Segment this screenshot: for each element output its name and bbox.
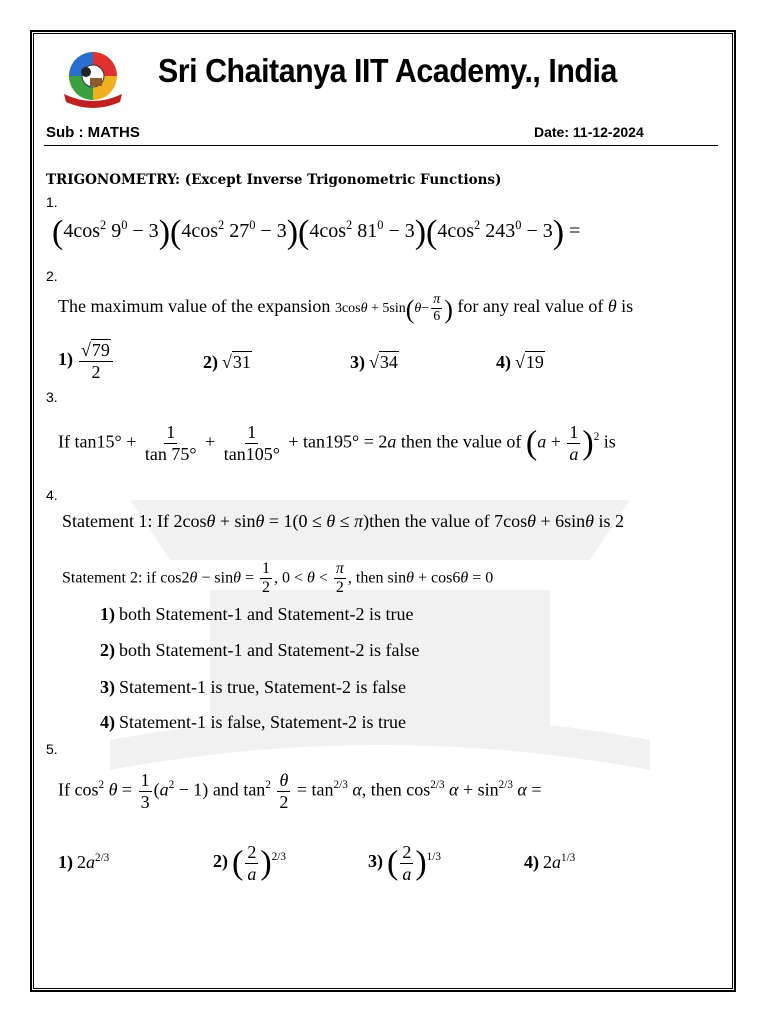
question-number-2: 2. [46,268,58,284]
q2-option-1: 1) $\frac{√79}{2}$ [58,340,115,382]
section-title: TRIGONOMETRY: (Except Inverse Trigonometric Functions) [46,172,502,188]
question-2-text: The maximum value of the expansion 3cosθ + 5sin(θ− $\frac{\pi}{6}$ ) for any real value of θ is [58,292,634,325]
question-3-text: If tan15° + $\frac{1}{\tan 75^\circ}$ + $\frac{1}{\tan 105^\circ}$ + tan195° = 2a then the value of (a + $\frac{1}{a}$ )$^2$ is [58,422,616,464]
q2-end: is [621,295,634,316]
q4-option-4: 4) Statement-1 is false, Statement-2 is true [100,712,406,732]
q2-suffix: for any real value of [457,295,604,316]
q2-option-2: 2) √31 [203,352,251,372]
question-number-4: 4. [46,487,58,503]
statement-2: Statement 2: if cos2θ − sinθ = $\frac{1}{2}$ , 0 < θ < $\frac{\pi}{2}$ , then sinθ + cos6θ = 0 [62,560,494,597]
header-divider [44,145,718,146]
q4-option-1: 1) both Statement-1 and Statement-2 is true [100,604,414,624]
q2-option-3: 3) √34 [350,352,398,372]
q5-option-2: 2) ( $\frac{2}{a}$ )$^{2/3}$ [213,842,286,884]
institute-title: Sri Chaitanya IIT Academy., India [158,52,617,89]
question-number-1: 1. [46,194,58,210]
q4-option-2: 2) both Statement-1 and Statement-2 is false [100,640,420,660]
question-1-expression: ($4\cos^2$ $9^0 - 3)(4\cos^2$ $27^0 - 3)(4\cos^2$ $81^0 - 3)(4\cos^2$ $243^0 - 3$) = [52,214,581,251]
q5-option-4: 4) $2a^{1/3}$ [524,851,576,872]
academy-logo [60,50,126,110]
question-number-5: 5. [46,741,58,757]
q4-option-3: 3) Statement-1 is true, Statement-2 is false [100,677,406,697]
question-5-text: If $\cos^2 \theta$ = $\frac{1}{3}$ $(a^2 - 1)$ and $\tan^2$ $\frac{\theta}{2}$ = $\tan^{2/3} \alpha$, then $\cos^{2/3} \alpha + \sin^{2/3} \alpha$ = [58,770,542,812]
q2-option-4: 4) √19 [496,352,544,372]
question-number-3: 3. [46,389,58,405]
q2-prefix: The maximum value of the expansion [58,295,331,316]
date-label: Date: 11-12-2024 [534,124,644,140]
statement-1: Statement 1: If 2cosθ + sinθ = 1(0 ≤ θ ≤ π)then the value of 7cosθ + 6sinθ is 2 [62,511,624,531]
subject-label: Sub : MATHS [46,124,140,141]
q5-option-3: 3) ( $\frac{2}{a}$ )$^{1/3}$ [368,842,441,884]
q5-option-1: 1) $2a^{2/3}$ [58,851,110,872]
